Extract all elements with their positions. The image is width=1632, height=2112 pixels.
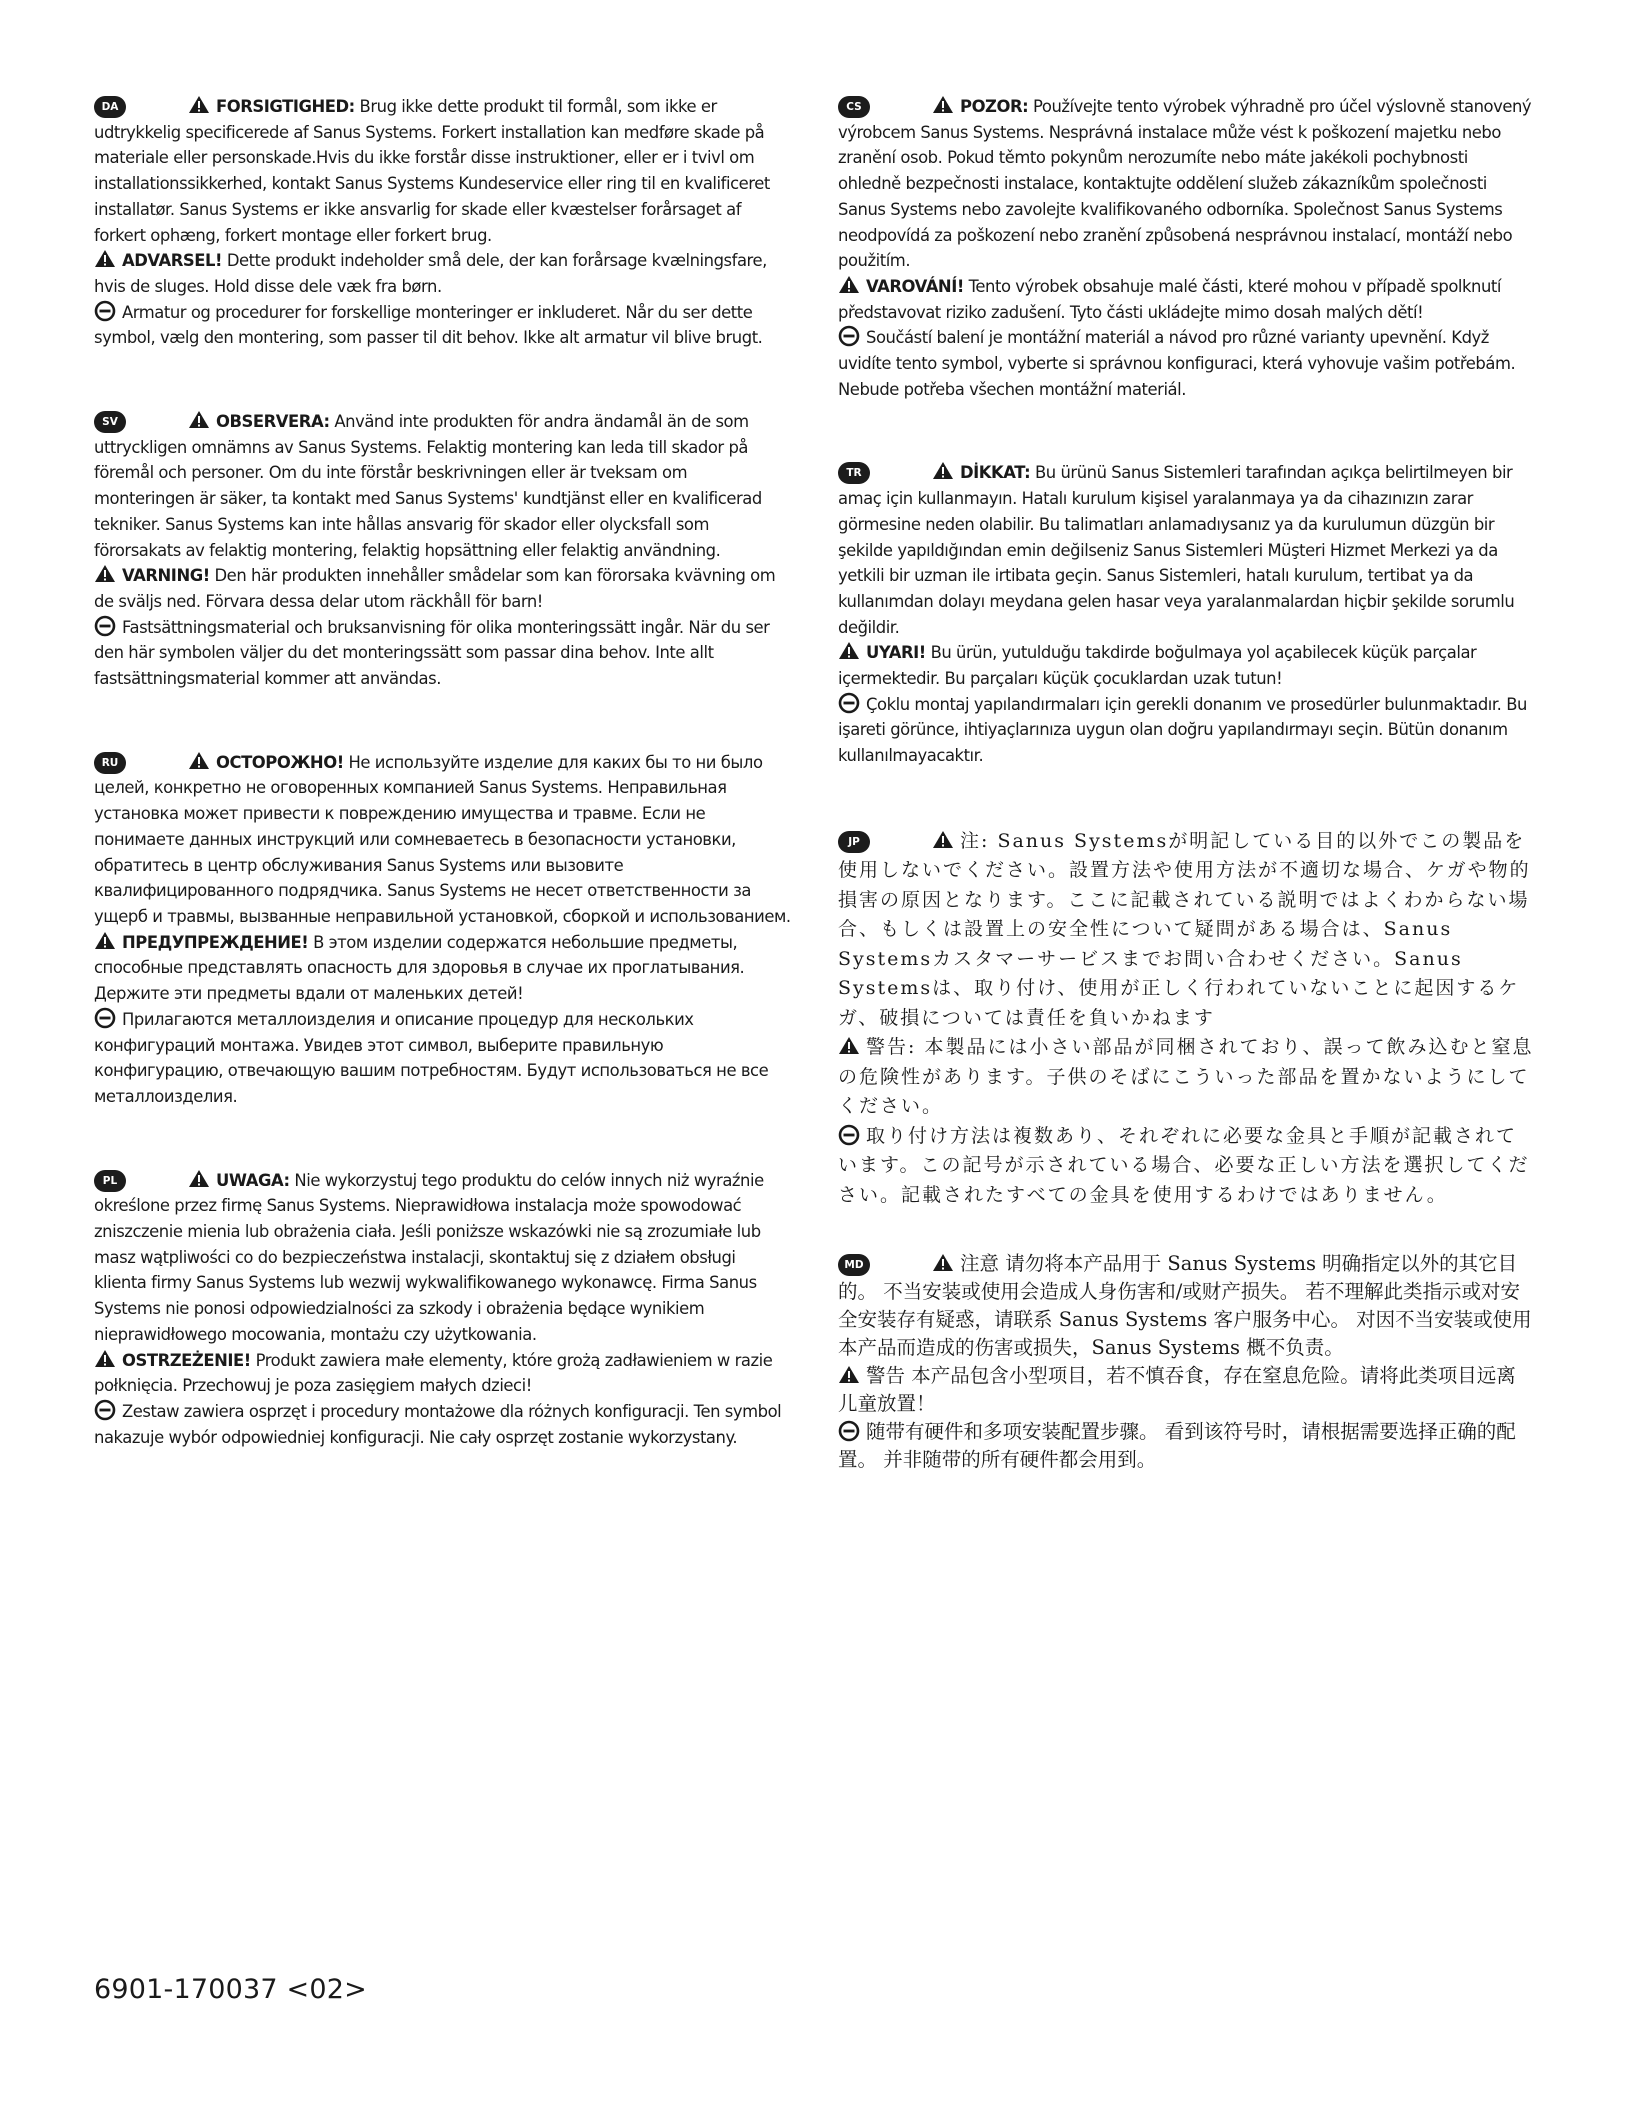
right-column	[838, 94, 1535, 1532]
hardware-paragraph	[94, 615, 791, 692]
caution-label: OBSERVERA:	[216, 412, 330, 432]
hardware-text: Прилагаются металлоизделия и описание процедур для нескольких конфигураций монтажа. Увидев этот символ, выберите правильную конфигурацию, отвечающую вашим потребностям. Будут использоваться не все металлоизделия.	[94, 1009, 769, 1106]
warning-triangle-icon	[932, 1253, 954, 1272]
warning-triangle-icon	[188, 751, 210, 770]
hardware-text: Çoklu montaj yapılandırmaları için gerekli donanım ve prosedürler bulunmaktadır. Bu işareti görünce, ihtiyaçlarınıza uygun olan doğru yapılandırmayı seçin. Bütün donanım kullanılmayacaktır.	[838, 694, 1527, 766]
language-badge: JP	[838, 831, 870, 853]
warning-label: 警告:	[866, 1036, 917, 1059]
language-badge: CS	[838, 96, 870, 118]
warning-triangle-icon	[188, 95, 210, 114]
section-tr	[838, 460, 1535, 768]
hardware-paragraph	[838, 1418, 1535, 1474]
language-badge: TR	[838, 462, 870, 484]
warning-label: VARNING!	[122, 566, 210, 586]
hardware-symbol-icon	[94, 300, 116, 322]
hardware-text: Fastsättningsmaterial och bruksanvisning för olika monteringssätt ingår. När du ser den här symbolen väljer du det monteringssätt som passar dina behov. Inte allt fastsättningsmaterial kommer att användas.	[94, 617, 770, 689]
hardware-text: Zestaw zawiera osprzęt i procedury montażowe dla różnych konfiguracji. Ten symbol nakazuje wybór odpowiedniej konfiguracji. Nie cały osprzęt zostanie wykorzystany.	[94, 1401, 782, 1447]
caution-label: 注意	[960, 1252, 1000, 1276]
section-da	[94, 94, 791, 351]
caution-text: Brug ikke dette produkt til formål, som ikke er udtrykkelig specificerede af Sanus Systems. Forkert installation kan medføre skade på materiale eller personskade.Hvis du ikke forstår disse instruktioner, eller er i tvivl om installationssikkerhed, kontakt Sanus Systems Kundeservice eller ring til en kvalificeret installatør. Sanus Systems er ikke ansvarlig for skade eller kvæstelser forårsaget af forkert ophæng, forkert montage eller forkert brug.	[94, 97, 770, 245]
hardware-paragraph	[838, 1122, 1535, 1211]
hardware-symbol-icon	[94, 1399, 116, 1421]
hardware-symbol-icon	[94, 1007, 116, 1029]
warning-text: 本产品包含小型项目，若不慎吞食，存在窒息危险。请将此类项目远离儿童放置！	[838, 1364, 1516, 1416]
warning-paragraph	[838, 640, 1535, 691]
caution-paragraph	[838, 460, 1535, 640]
warning-triangle-icon	[838, 641, 860, 660]
warning-text: Bu ürün, yutulduğu takdirde boğulmaya yol açabilecek küçük parçalar içermektedir. Bu parçaları küçük çocuklardan uzak tutun!	[838, 643, 1477, 689]
warning-paragraph	[94, 930, 791, 1007]
warning-paragraph	[94, 1348, 791, 1399]
section-sv	[94, 409, 791, 692]
warning-label: 警告	[866, 1364, 906, 1388]
caution-label: DİKKAT:	[960, 463, 1031, 483]
warning-paragraph	[838, 1033, 1535, 1122]
warning-label: UYARI!	[866, 643, 926, 663]
hardware-paragraph	[838, 325, 1535, 402]
caution-text: Bu ürünü Sanus Sistemleri tarafından açıkça belirtilmeyen bir amaç için kullanmayın. Hatalı kurulum kişisel yaralanmaya ya da cihazınızın zarar görmesine neden olabilir. Bu talimatları anlamadıysanız ya da kurulumun düzgün bir şekilde yapıldığından emin değilseniz Sanus Sistemleri Müşteri Hizmet Merkezi ya da yetkili bir uzman ile irtibata geçin. Sanus Sistemleri, hatalı kurulum, tertibat ya da kullanımdan dolayı meydana gelen hasar veya yaralanmalardan hiçbir şekilde sorumlu değildir.	[838, 463, 1515, 637]
warning-label: OSTRZEŻENIE!	[122, 1350, 251, 1370]
caution-paragraph	[838, 1250, 1535, 1362]
caution-text: Nie wykorzystuj tego produktu do celów innych niż wyraźnie określone przez firmę Sanus Systems. Nieprawidłowa instalacja może spowodować zniszczenie mienia lub obrażenia ciała. Jeśli poniższe wskazówki nie są zrozumiałe lub masz wątpliwości co do bezpieczeństwa instalacji, skontaktuj się z działem obsługi klienta firmy Sanus Systems lub wezwij wykwalifikowanego wykonawcę. Firma Sanus Systems nie ponosi odpowiedzialności za szkody i obrażenia będące wynikiem nieprawidłowego mocowania, montażu czy użytkowania.	[94, 1170, 764, 1344]
section-cs	[838, 94, 1535, 402]
warning-triangle-icon	[94, 249, 116, 268]
language-badge: RU	[94, 752, 126, 774]
caution-paragraph	[94, 1168, 791, 1348]
language-badge: PL	[94, 1170, 126, 1192]
warning-text: Den här produkten innehåller smådelar som kan förorsaka kvävning om de sväljs ned. Förvara dessa delar utom räckhåll för barn!	[94, 566, 776, 611]
caution-paragraph	[838, 827, 1535, 1034]
section-jp	[838, 827, 1535, 1211]
warning-triangle-icon	[838, 1365, 860, 1384]
caution-paragraph	[94, 94, 791, 248]
hardware-symbol-icon	[94, 615, 116, 637]
warning-label: ADVARSEL!	[122, 251, 223, 271]
section-pl	[94, 1168, 791, 1451]
hardware-text: 随带有硬件和多项安装配置步骤。 看到该符号时，请根据需要选择正确的配置。 并非随带的所有硬件都会用到。	[838, 1420, 1516, 1472]
warning-triangle-icon	[838, 1036, 860, 1055]
warning-paragraph	[838, 274, 1535, 325]
caution-paragraph	[94, 750, 791, 930]
language-badge: MD	[838, 1254, 870, 1276]
warning-text: В этом изделии содержатся небольшие предметы, способные представлять опасность для здоровья в случае их проглатывания. Держите эти предметы вдали от маленьких детей!	[94, 932, 745, 1004]
warning-paragraph	[94, 563, 791, 614]
language-badge: SV	[94, 411, 126, 433]
caution-text: Sanus Systemsが明記している目的以外でこの製品を使用しないでください。設置方法や使用方法が不適切な場合、ケガや物的損害の原因となります。ここに記載されている説明ではよくわからない場合、もしくは設置上の安全性について疑問がある場合は、Sanus Systemsカスタマーサービスまでお問い合わせください。Sanus Systemsは、取り付け、使用が正しく行われていないことに起因するケガ、破損については責任を負いかねます	[838, 829, 1531, 1029]
warning-label: ПРЕДУПРЕЖДЕНИЕ!	[122, 932, 309, 952]
hardware-symbol-icon	[838, 692, 860, 714]
caution-text: 请勿将本产品用于 Sanus Systems 明确指定以外的其它目的。 不当安装或使用会造成人身伤害和/或财产损失。 若不理解此类指示或对安全安装存有疑惑，请联系 Sanus Systems 客户服务中心。 对因不当安装或使用本产品而造成的伤害或损失，Sanus Systems 概不负责。	[838, 1252, 1532, 1360]
hardware-text: 取り付け方法は複数あり、それぞれに必要な金具と手順が記載されています。この記号が示されている場合、必要な正しい方法を選択してください。記載されたすべての金具を使用するわけではありません。	[838, 1124, 1530, 1206]
hardware-paragraph	[838, 692, 1535, 769]
caution-label: ОСТОРОЖНО!	[216, 752, 344, 772]
hardware-paragraph	[94, 1399, 791, 1450]
caution-paragraph	[94, 409, 791, 563]
section-ru	[94, 750, 791, 1110]
hardware-symbol-icon	[838, 1420, 860, 1442]
warning-triangle-icon	[94, 1349, 116, 1368]
hardware-text: Součástí balení je montážní materiál a návod pro různé varianty upevnění. Když uvidíte tento symbol, vyberte si správnou konfiguraci, která vyhovuje vašim potřebám. Nebude potřeba všechen montážní materiál.	[838, 328, 1516, 399]
warning-label: VAROVÁNÍ!	[866, 276, 964, 296]
warning-triangle-icon	[932, 95, 954, 114]
warning-paragraph	[838, 1362, 1535, 1418]
caution-label: FORSIGTIGHED:	[216, 97, 355, 116]
caution-label: UWAGA:	[216, 1170, 290, 1190]
hardware-symbol-icon	[838, 325, 860, 347]
warning-text: Tento výrobek obsahuje malé části, které mohou v případě spolknutí představovat riziko zadušení. Tyto části ukládejte mimo dosah malých dětí!	[838, 276, 1502, 322]
language-badge: DA	[94, 96, 126, 118]
warning-paragraph	[94, 248, 791, 299]
warning-text: Produkt zawiera małe elementy, które grożą zadławieniem w razie połknięcia. Przechowuj je poza zasięgiem małych dzieci!	[94, 1350, 773, 1396]
warning-text: 本製品には小さい部品が同梱されており、誤って飲み込むと窒息の危険性があります。子供のそばにこういった部品を置かないようにしてください。	[838, 1036, 1534, 1118]
caution-text: Používejte tento výrobek výhradně pro účel výslovně stanovený výrobcem Sanus Systems. Nesprávná instalace může vést k poškození majetku nebo zranění osob. Pokud těmto pokynům nerozumíte nebo máte jakékoli pochybnosti ohledně bezpečnosti instalace, kontaktujte oddělení služeb zákazníkům společnosti Sanus Systems nebo zavolejte kvalifikovaného odborníka. Společnost Sanus Systems neodpovídá za poškození nebo zranění způsobená nesprávnou instalací, montáží nebo použitím.	[838, 97, 1532, 271]
left-column	[94, 94, 791, 1508]
warning-text: Dette produkt indeholder små dele, der kan forårsage kvælningsfare, hvis de sluges. Hold disse dele væk fra børn.	[94, 251, 767, 296]
warning-triangle-icon	[188, 1169, 210, 1188]
warning-triangle-icon	[838, 275, 860, 294]
hardware-text: Armatur og procedurer for forskellige monteringer er inkluderet. Når du ser dette symbol, vælg den montering, som passer til dit behov. Ikke alt armatur vil blive brugt.	[94, 302, 763, 348]
document-number: 6901-170037 <02>	[94, 1974, 367, 2005]
warning-triangle-icon	[932, 461, 954, 480]
warning-triangle-icon	[188, 410, 210, 429]
warning-triangle-icon	[932, 830, 954, 849]
hardware-symbol-icon	[838, 1124, 860, 1146]
caution-paragraph	[838, 94, 1535, 274]
section-md	[838, 1250, 1535, 1474]
caution-text: Не используйте изделие для каких бы то ни было целей, конкретно не оговоренных компанией Sanus Systems. Неправильная установка может привести к повреждению имущества и травме. Если не понимаете данных инструкций или сомневаетесь в безопасности установки, обратитесь в центр обслуживания Sanus Systems или вызовите квалифицированного подрядчика. Sanus Systems не несет ответственности за ущерб и травмы, вызванные неправильной установкой, сборкой и использованием.	[94, 752, 791, 926]
caution-label: POZOR:	[960, 97, 1029, 116]
warning-triangle-icon	[94, 931, 116, 950]
hardware-paragraph	[94, 1007, 791, 1110]
warning-triangle-icon	[94, 564, 116, 583]
hardware-paragraph	[94, 300, 791, 351]
caution-text: Använd inte produkten för andra ändamål än de som uttryckligen omnämns av Sanus Systems. Felaktig montering kan leda till skador på föremål och personer. Om du inte förstår beskrivningen eller är tveksam om monteringen är säker, ta kontakt med Sanus Systems' kundtjänst eller en kvalificerad tekniker. Sanus Systems kan inte hållas ansvarig för skador eller olycksfall som förorsakats av felaktig montering, felaktig hopsättning eller felaktig användning.	[94, 412, 762, 560]
caution-label: 注:	[960, 829, 990, 852]
